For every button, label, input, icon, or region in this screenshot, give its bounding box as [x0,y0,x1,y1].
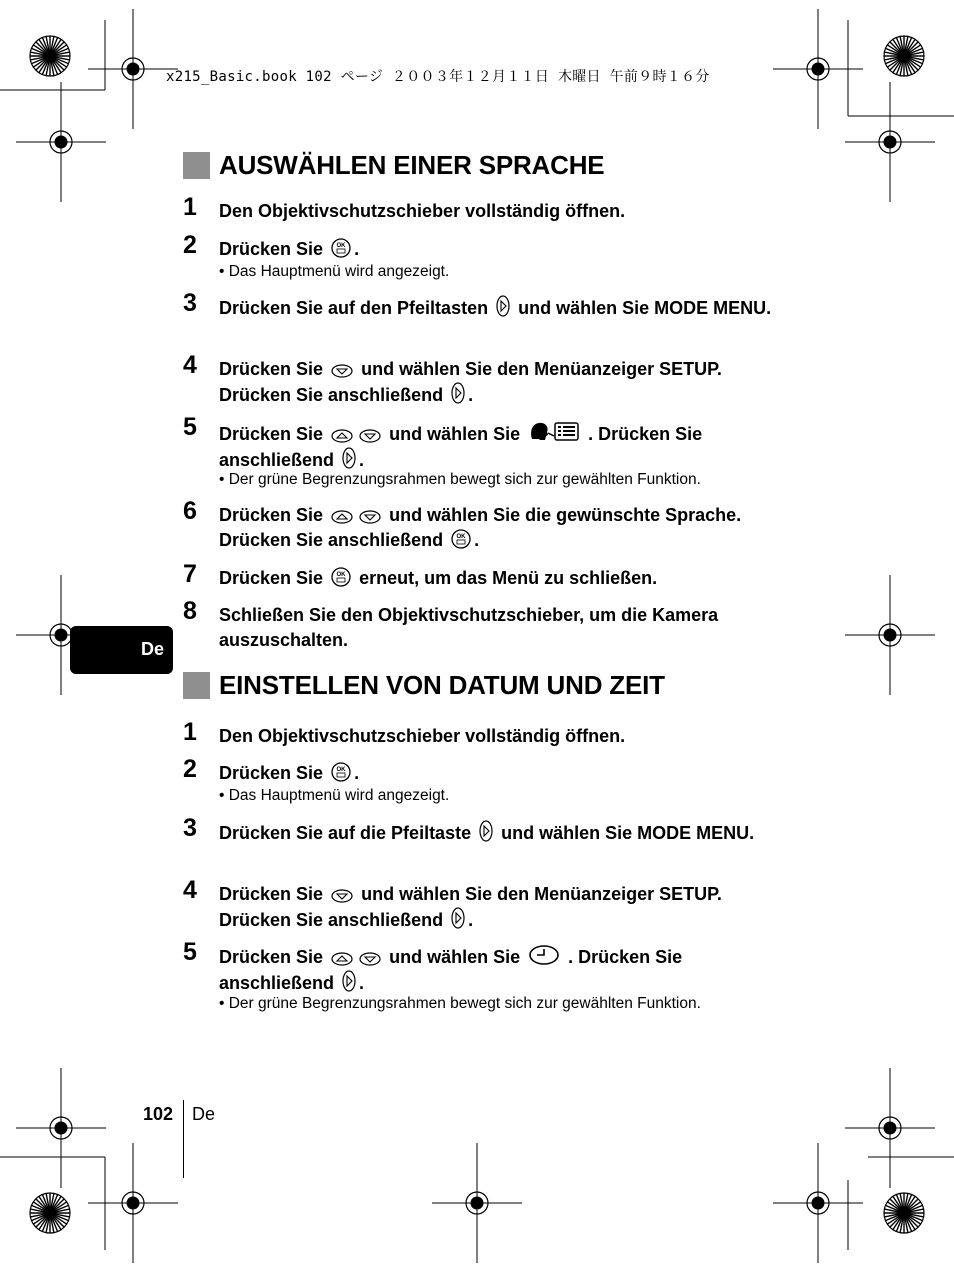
page-number: 102 [143,1104,174,1124]
down-arrow-button-icon [359,510,381,524]
up-arrow-button-icon [331,429,353,443]
step-text: Den Objektivschutzschieber vollständig öffnen. [219,726,626,746]
step-text: Drücken Sie und wählen Sie den Menüanzeiger SETUP. Drücken Sie anschließend . [219,884,722,930]
step-text: Drücken Sie OK . [219,239,360,259]
step-text: Schließen Sie den Objektivschutzschieber, um die Kamera auszuschalten. [219,605,719,650]
side-tab-label: De [140,639,164,659]
right-arrow-button-icon [451,382,465,404]
section-title: AUSWÄHLEN EINER SPRACHE [219,150,605,180]
print-header: x215_Basic.book 102 ページ ２００３年１２月１１日 木曜日 午前９時１６分 [166,69,710,85]
step-note: • Der grüne Begrenzungsrahmen bewegt sich zur gewählten Funktion. [219,995,701,1012]
step-text: Den Objektivschutzschieber vollständig öffnen. [219,201,626,221]
step-number: 5 [183,413,197,441]
step-number: 8 [183,597,197,625]
right-arrow-button-icon [479,820,493,842]
section-heading-date-time [183,670,665,701]
step-number: 5 [183,938,197,966]
step-number: 2 [183,231,197,259]
svg-text:OK: OK [336,572,346,578]
folio-divider [183,1100,184,1178]
ok-menu-button-icon [331,567,351,587]
down-arrow-button-icon [331,364,353,378]
down-arrow-button-icon [331,889,353,903]
right-arrow-button-icon [342,447,356,469]
step-number: 7 [183,560,197,588]
step-text: Drücken Sie auf den Pfeiltasten und wählen Sie MODE MENU. [219,295,779,321]
down-arrow-button-icon [359,429,381,443]
section-heading-language [183,150,604,181]
page-language: De [192,1104,216,1124]
step-number: 3 [183,814,197,842]
svg-text:OK: OK [456,534,466,540]
right-arrow-button-icon [342,970,356,992]
step-note: • Das Hauptmenü wird angezeigt. [219,263,450,280]
svg-text:OK: OK [336,243,346,249]
section-title: EINSTELLEN VON DATUM UND ZEIT [219,670,665,700]
step-text: Drücken Sie und wählen Sie . Drücken Sie anschließend . [219,944,779,996]
step-number: 4 [183,351,197,379]
svg-text:OK: OK [336,767,346,773]
right-arrow-button-icon [451,907,465,929]
step-number: 1 [183,193,197,221]
step-text: Drücken Sie OK . [219,763,360,783]
section-marker [183,672,210,699]
ok-menu-button-icon [331,238,351,258]
ok-menu-button-icon [331,762,351,782]
step-text: Drücken Sie OK erneut, um das Menü zu schließen. [219,568,658,588]
language-side-tab [70,626,173,674]
language-select-icon [528,419,580,443]
step-number: 2 [183,755,197,783]
clock-icon [528,944,560,966]
step-note: • Der grüne Begrenzungsrahmen bewegt sich zur gewählten Funktion. [219,471,701,488]
step-number: 4 [183,876,197,904]
up-arrow-button-icon [331,510,353,524]
step-text: Drücken Sie auf die Pfeiltaste und wählen Sie MODE MENU. [219,820,779,846]
step-text: Drücken Sie und wählen Sie die gewünschte Sprache. Drücken Sie anschließend OK . [219,505,742,550]
right-arrow-button-icon [496,295,510,317]
step-text: Drücken Sie und wählen Sie . Drücken Sie anschließend . [219,419,779,473]
step-text: Drücken Sie und wählen Sie den Menüanzeiger SETUP. Drücken Sie anschließend . [219,359,722,405]
down-arrow-button-icon [359,952,381,966]
step-number: 3 [183,289,197,317]
ok-menu-button-icon [451,529,471,549]
step-number: 6 [183,497,197,525]
up-arrow-button-icon [331,952,353,966]
section-marker [183,152,210,179]
step-note: • Das Hauptmenü wird angezeigt. [219,787,450,804]
step-number: 1 [183,718,197,746]
